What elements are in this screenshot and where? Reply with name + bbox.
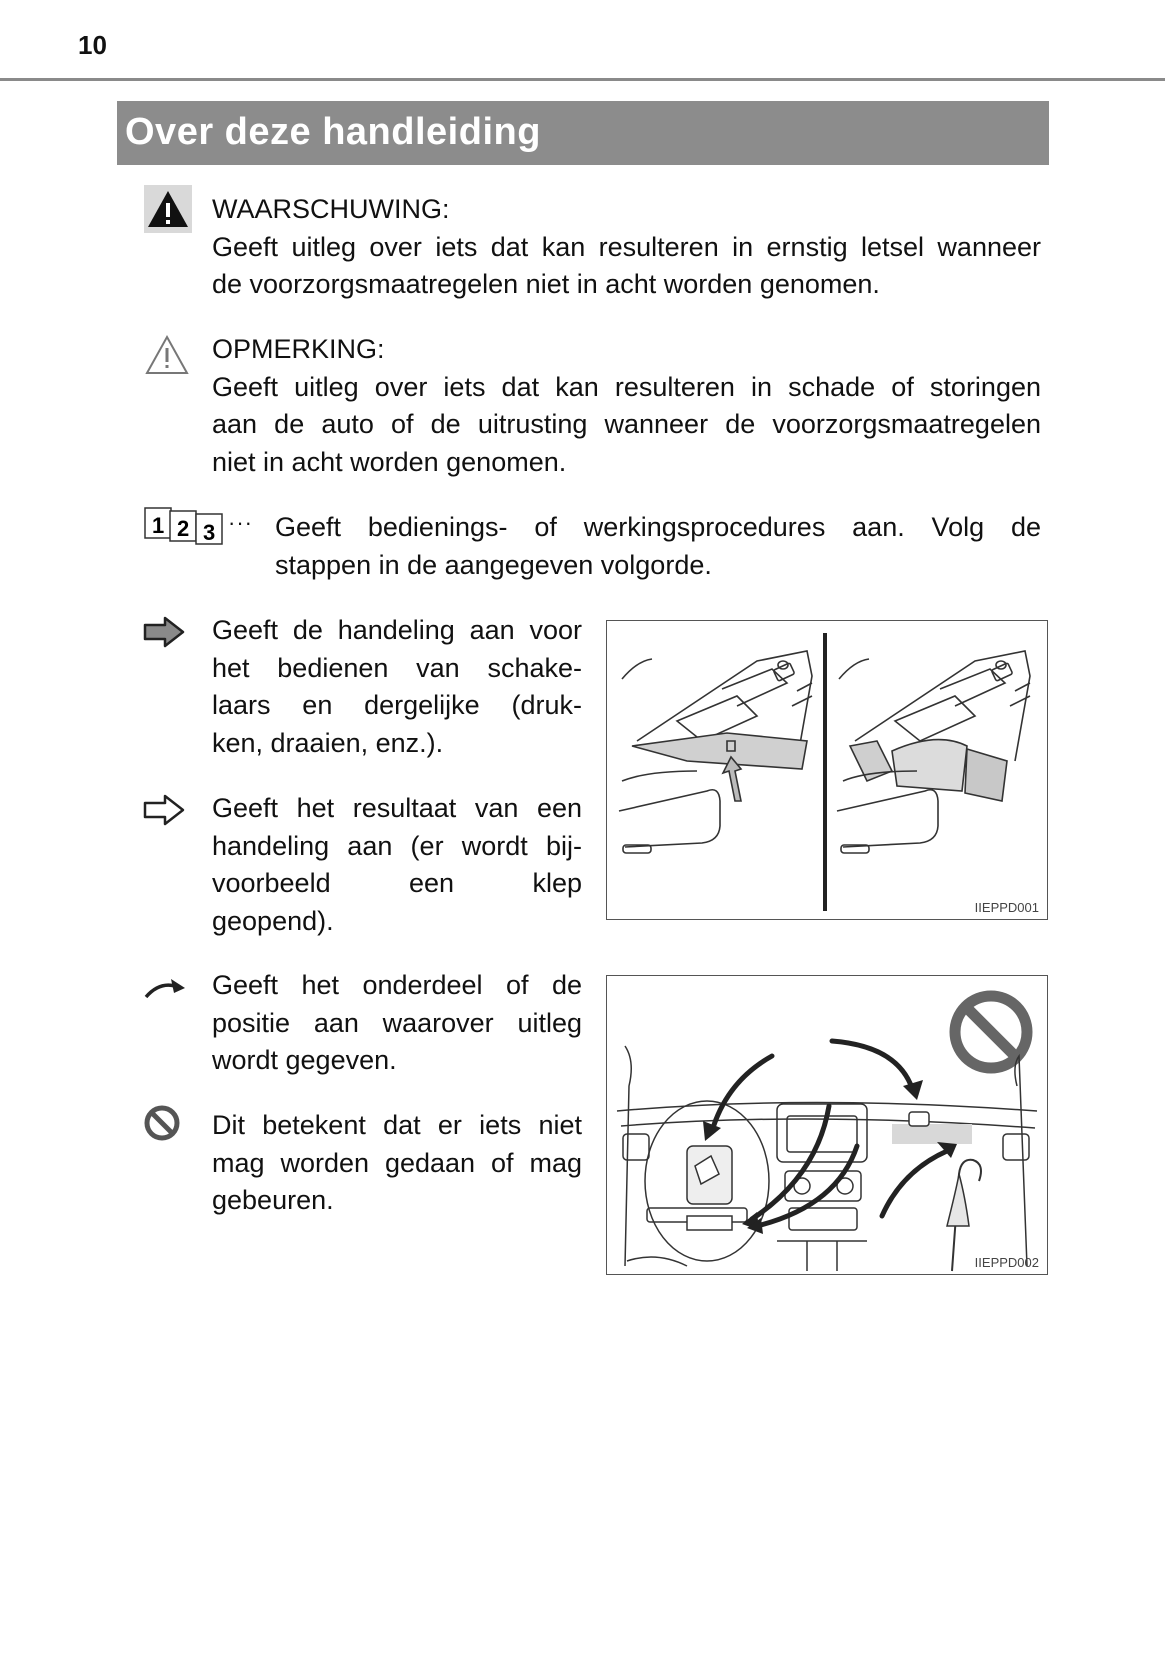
component-text-line: wordt gegeven.: [212, 1045, 397, 1075]
figure-code: IIEPPD002: [974, 1255, 1039, 1270]
step-ellipsis: ···: [228, 510, 253, 535]
prohibited-icon: [143, 1104, 181, 1142]
outline-arrow-icon: [143, 794, 185, 826]
figure-code: IIEPPD001: [974, 900, 1039, 915]
step-badge: 3: [203, 520, 216, 545]
section-title-bar: [117, 101, 1049, 165]
section-title: Over deze handleiding: [125, 111, 541, 153]
header-rule: [0, 78, 1165, 81]
notice-text-line: aan de auto of de uitrusting wanneer de voorzorgsmaatregelen: [212, 409, 1041, 439]
operation-text-line: laars en dergelijke (druk-: [212, 690, 582, 720]
result-text-line: Geeft het resultaat van een: [212, 793, 582, 823]
overhead-console-illustration: [607, 621, 1047, 919]
prohibited-text-line: Dit betekent dat er iets niet: [212, 1110, 582, 1140]
operation-text-line: Geeft de handeling aan voor: [212, 615, 582, 645]
result-text-line: voorbeeld een klep: [212, 868, 582, 898]
warning-filled-icon: [144, 185, 192, 233]
figure-dashboard: [606, 975, 1048, 1275]
dashboard-illustration: [607, 976, 1047, 1274]
filled-arrow-icon: [143, 616, 185, 648]
component-text-line: positie aan waarover uitleg: [212, 1007, 582, 1038]
component-text-line: Geeft het onderdeel of de: [212, 970, 582, 1000]
operation-block: [212, 612, 582, 762]
step-badge: 2: [177, 516, 190, 541]
steps-text-line: stappen in de aangegeven volgorde.: [275, 549, 712, 580]
result-text-line: geopend).: [212, 905, 334, 936]
result-text-line: handeling aan (er wordt bij-: [212, 830, 582, 861]
step-numbers-icon: [144, 506, 254, 546]
operation-text-line: ken, draaien, enz.).: [212, 727, 444, 758]
warning-text-line: Geeft uitleg over iets dat kan resulteren in ernstig letsel wanneer: [212, 231, 1041, 262]
result-block: [212, 790, 582, 940]
figure-overhead-console: [606, 620, 1048, 920]
steps-text-line: Geeft bedienings- of werkingsprocedures aan. Volg de: [275, 512, 1041, 542]
component-block: [212, 967, 582, 1080]
prohibited-text-line: gebeuren.: [212, 1185, 334, 1215]
prohibited-text-line: mag worden gedaan of mag: [212, 1147, 582, 1178]
pointer-arrow-icon: [143, 976, 187, 1000]
warning-text-line: de voorzorgsmaatregelen niet in acht worden genomen.: [212, 269, 880, 299]
step-badge: 1: [152, 513, 165, 538]
steps-block: [275, 509, 1041, 584]
warning-outline-icon: [144, 334, 190, 376]
notice-text-line: niet in acht worden genomen.: [212, 446, 567, 477]
notice-text-line: Geeft uitleg over iets dat kan resulteren in schade of storingen: [212, 371, 1041, 402]
warning-label: WAARSCHUWING:: [212, 194, 450, 224]
page-number: 10: [78, 30, 107, 60]
operation-text-line: het bedienen van schake-: [212, 652, 582, 683]
notice-block: [212, 331, 1041, 481]
prohibited-block: [212, 1107, 582, 1220]
warning-block: [212, 191, 1041, 304]
notice-label: OPMERKING:: [212, 334, 385, 364]
